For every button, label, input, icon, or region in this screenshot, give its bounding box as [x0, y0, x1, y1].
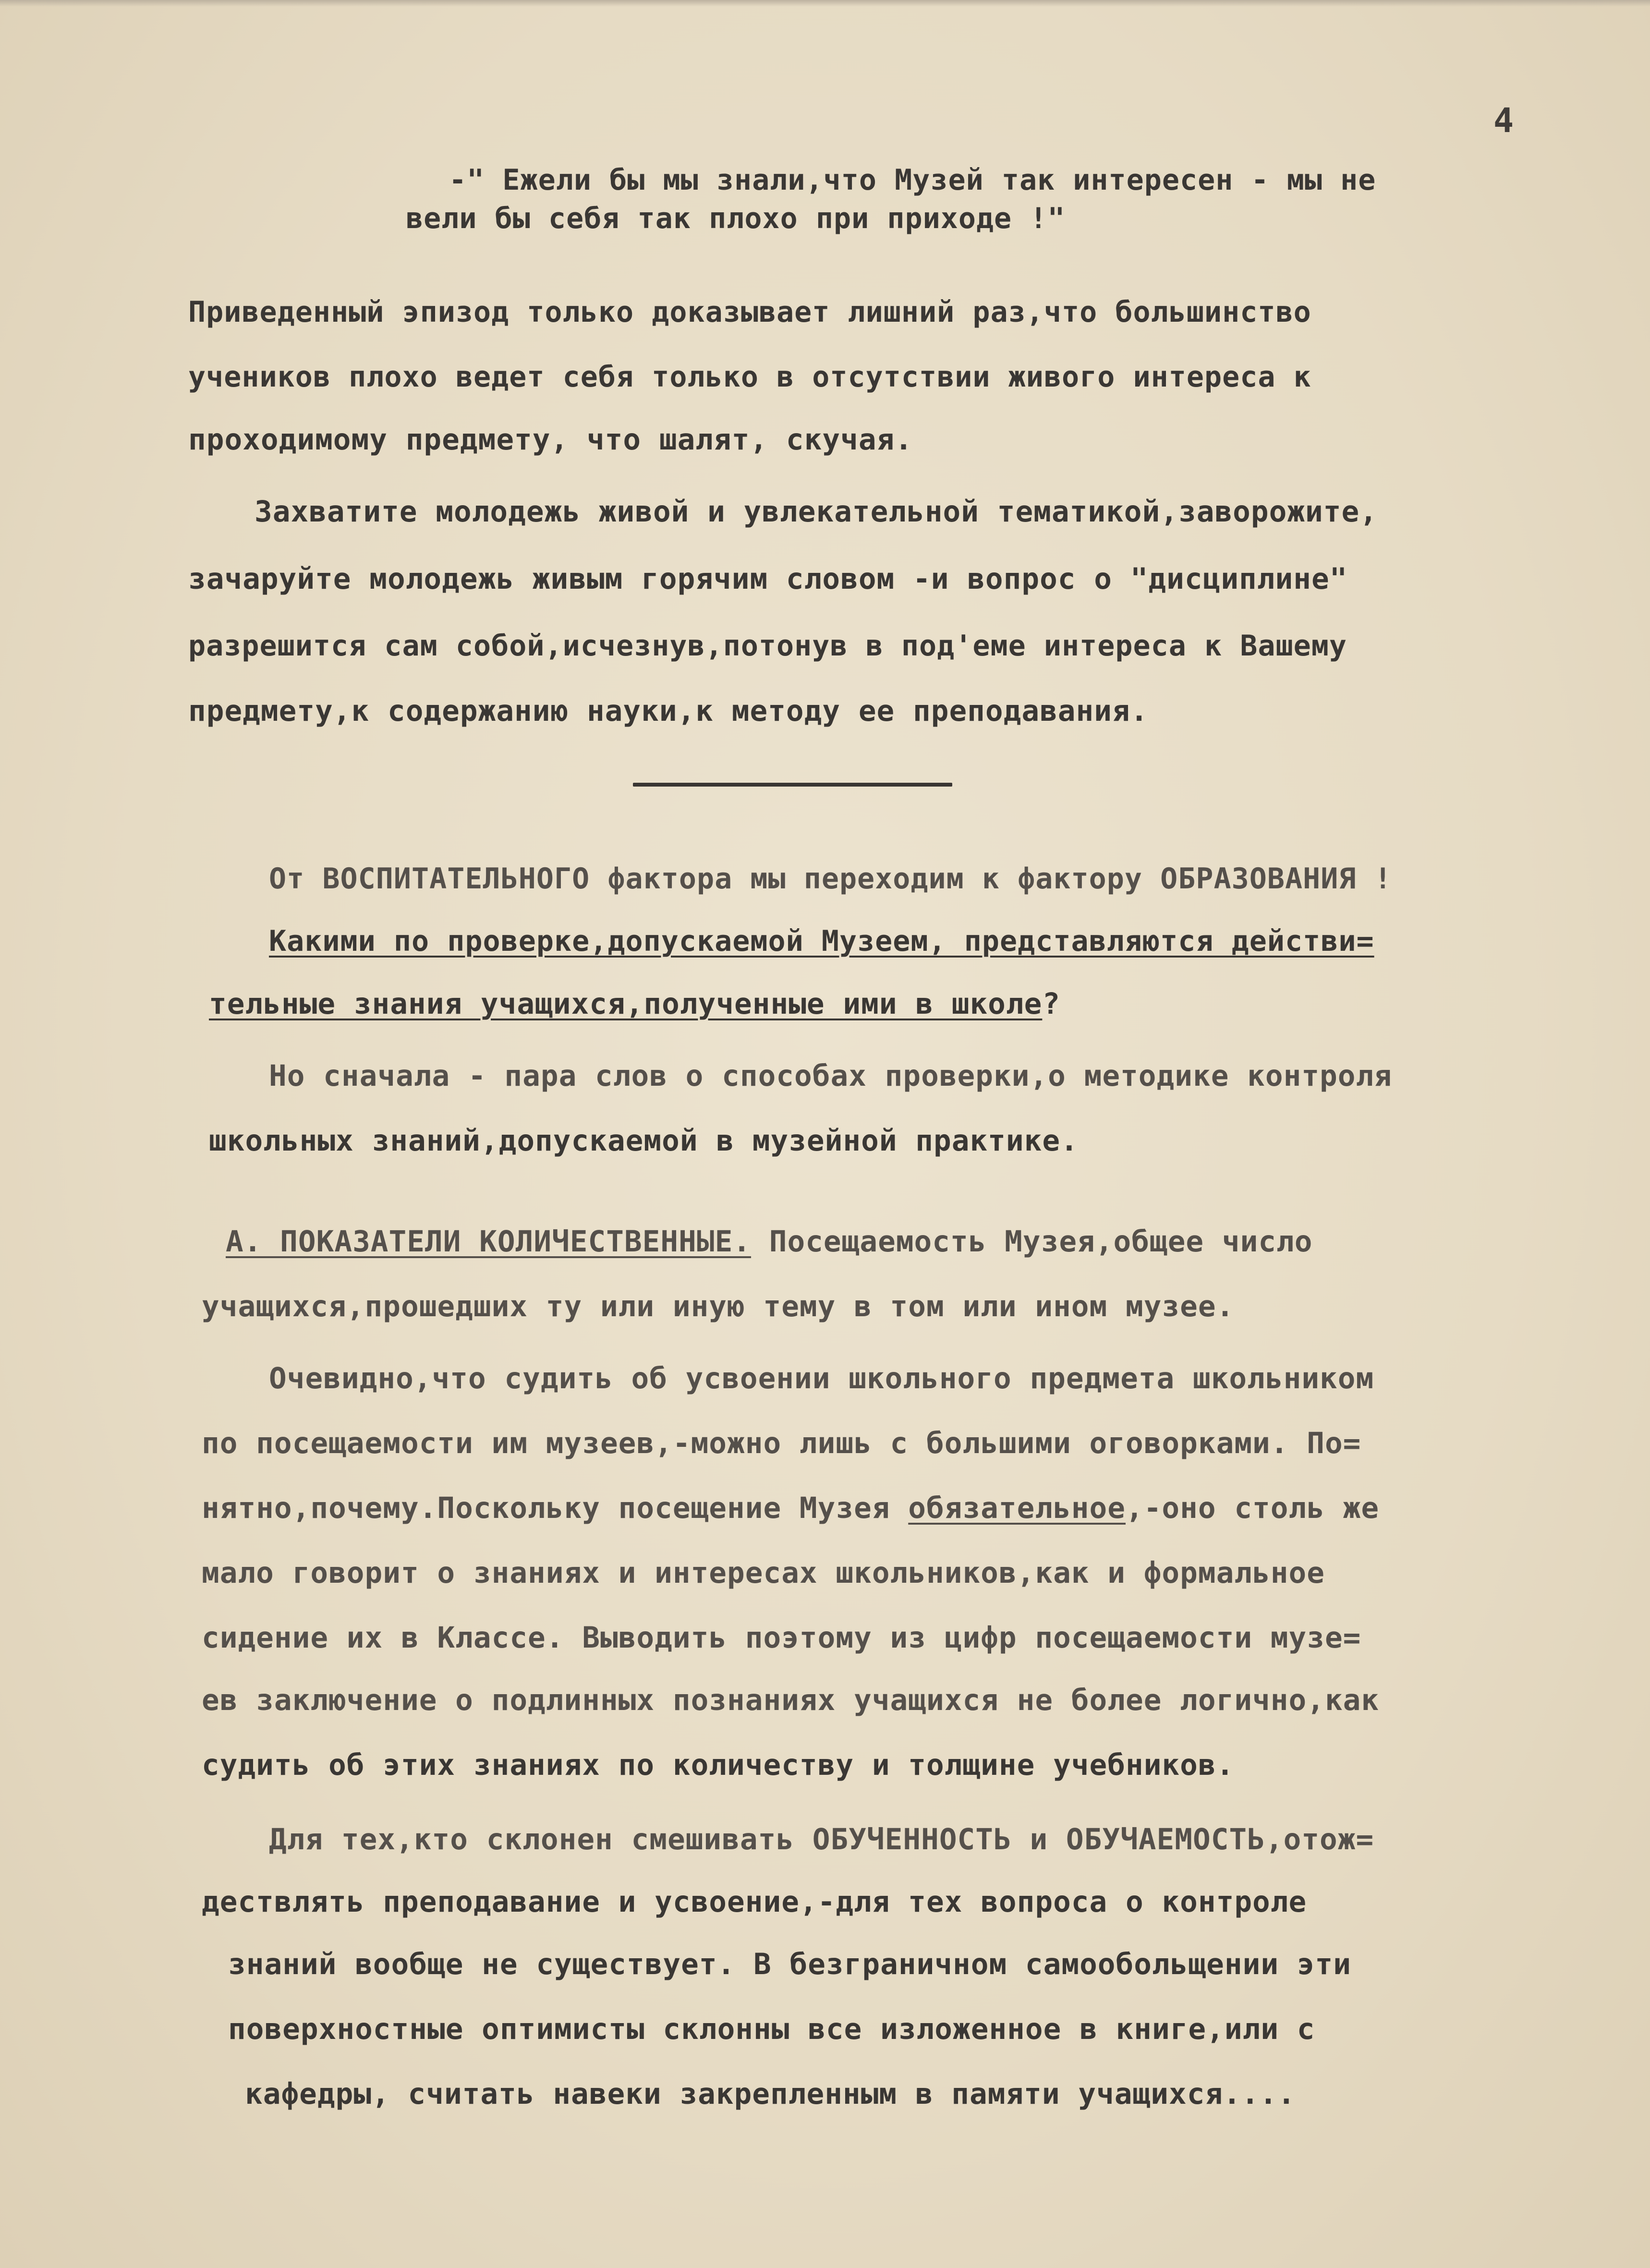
paragraph-4-line-1: Для тех,кто склонен смешивать ОБУЧЕННОСТЬ и ОБУЧАЕМОСТЬ,отож= [269, 1822, 1374, 1856]
paragraph-3-line-7: судить об этих знаниях по количеству и толщине учебников. [202, 1748, 1235, 1782]
paragraph-2-line-1: Захватите молодежь живой и увлекательной тематикой,заворожите, [255, 495, 1378, 529]
page-top-edge [0, 0, 1650, 7]
paragraph-1-line-3: проходимому предмету, что шалят, скучая. [188, 423, 913, 457]
paragraph-4-line-5: кафедры, считать навеки закрепленным в памяти учащихся.... [245, 2077, 1296, 2111]
section-a-line-1 [226, 1225, 1313, 1259]
transition-line: От ВОСПИТАТЕЛЬНОГО фактора мы переходим к фактору ОБРАЗОВАНИЯ ! [269, 862, 1392, 896]
question-mark: ? [1042, 987, 1061, 1021]
question-line-1-text: Какими по проверке,допускаемой Музеем, представляются действи= [269, 924, 1374, 958]
paragraph-2-line-4: предмету,к содержанию науки,к методу ее преподавания. [188, 694, 1149, 728]
paragraph-3-line-6: ев заключение о подлинных познаниях учащихся не более логично,как [202, 1683, 1380, 1717]
intro-line-2: школьных знаний,допускаемой в музейной практике. [209, 1124, 1079, 1158]
section-separator [633, 783, 952, 787]
paragraph-3-line-1: Очевидно,что судить об усвоении школьного предмета школьником [269, 1361, 1374, 1395]
paragraph-3-line-2: по посещаемости им музеев,-можно лишь с большими оговорками. По= [202, 1426, 1361, 1460]
paragraph-3-line-5: сидение их в Классе. Выводить поэтому из цифр посещаемости музе= [202, 1621, 1361, 1655]
quote-line-2: вели бы себя так плохо при приходе !" [406, 202, 1066, 235]
paragraph-3-line-4: мало говорит о знаниях и интересах школьников,как и формальное [202, 1556, 1325, 1590]
section-a-heading: А. ПОКАЗАТЕЛИ КОЛИЧЕСТВЕННЫЕ. [226, 1225, 752, 1259]
paragraph-1-line-1: Приведенный эпизод только доказывает лишний раз,что большинство [188, 295, 1311, 329]
paragraph-4-line-2: дествлять преподавание и усвоение,-для тех вопроса о контроле [202, 1885, 1307, 1919]
paragraph-1-line-2: учеников плохо ведет себя только в отсутствии живого интереса к [188, 360, 1311, 394]
paragraph-3-line-3 [202, 1493, 1379, 1523]
paragraph-2-line-3: разрешится сам собой,исчезнув,потонув в под'еме интереса к Вашему [188, 629, 1347, 663]
paragraph-3-line-3-after: ,-оно столь же [1125, 1491, 1380, 1525]
question-line-2-text: тельные знания учащихся,полученные ими в школе [209, 987, 1043, 1021]
paragraph-3-line-3-underlined: обязательное [908, 1491, 1126, 1525]
page-number: 4 [1493, 101, 1514, 140]
intro-line-1: Но сначала - пара слов о способах проверки,о методике контроля [269, 1059, 1392, 1093]
paragraph-2-line-2: зачаруйте молодежь живым горячим словом -и вопрос о "дисциплине" [188, 562, 1348, 596]
question-line-1 [269, 924, 1374, 958]
paragraph-4-line-3: знаний вообще не существует. В безграничном самообольщении эти [228, 1947, 1351, 1981]
paragraph-4-line-4: поверхностные оптимисты склонны все изложенное в книге,или с [228, 2012, 1315, 2046]
section-a-first-line-rest: Посещаемость Музея,общее число [751, 1225, 1313, 1259]
paragraph-3-line-3-before: нятно,почему.Поскольку посещение Музея [202, 1491, 909, 1525]
section-a-line-2: учащихся,прошедших ту или иную тему в том или ином музее. [202, 1289, 1235, 1323]
question-line-2 [209, 989, 1060, 1019]
quote-line-1: -" Ежели бы мы знали,что Музей так интересен - мы не [449, 163, 1376, 197]
